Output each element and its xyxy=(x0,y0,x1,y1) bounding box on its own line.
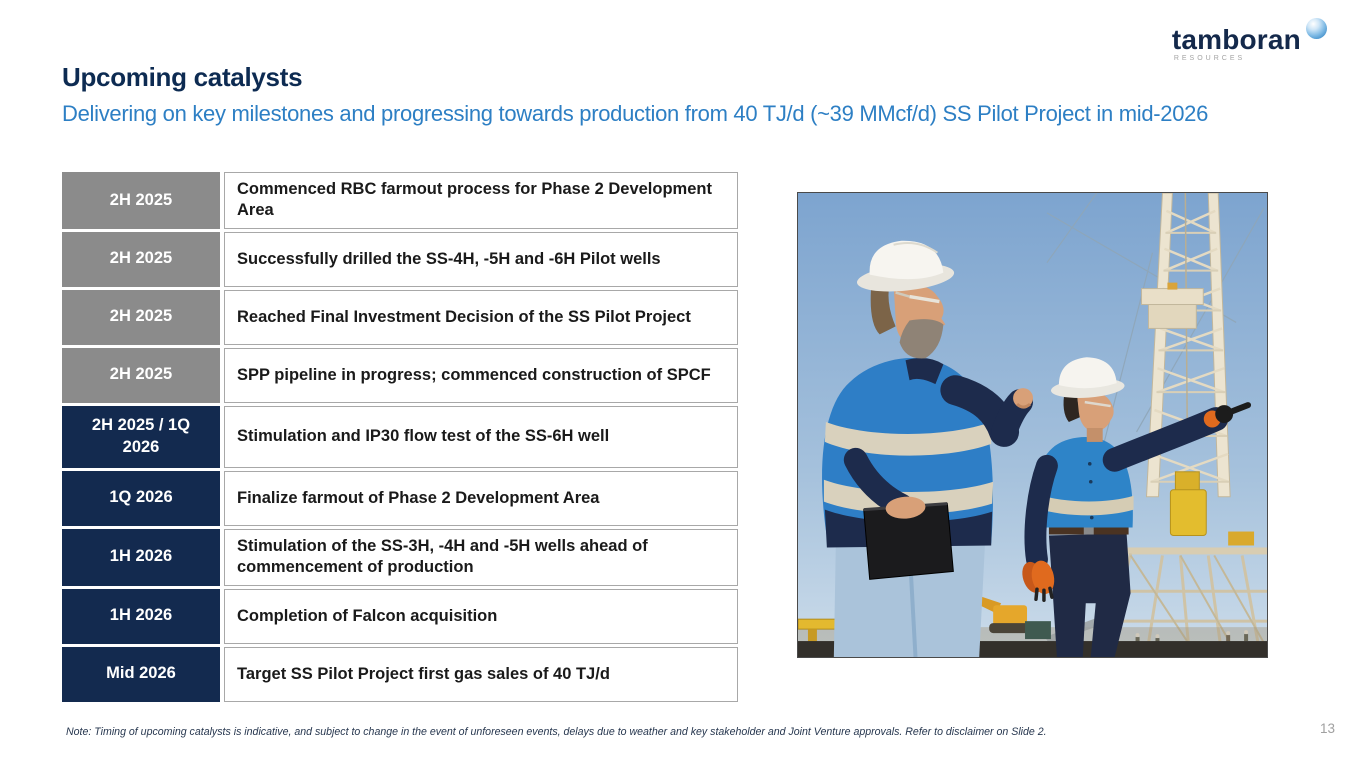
logo-subbrand: RESOURCES xyxy=(1173,55,1246,62)
period-cell: 2H 2025 / 1Q 2026 xyxy=(62,406,220,468)
table-row xyxy=(62,471,738,526)
table-row xyxy=(62,529,738,586)
milestone-cell: Finalize farmout of Phase 2 Development Area xyxy=(224,471,738,526)
site-photo xyxy=(797,192,1268,658)
table-row xyxy=(62,406,738,468)
table-row xyxy=(62,232,738,287)
table-row xyxy=(62,589,738,644)
page-title: Upcoming catalysts xyxy=(62,62,303,92)
milestone-cell: Reached Final Investment Decision of the SS Pilot Project xyxy=(224,290,738,345)
page-subtitle: Delivering on key milestones and progressing towards production from 40 TJ/d (~39 MMcf/d) SS Pilot Project in mid-2026 xyxy=(62,101,1209,126)
period-cell: 2H 2025 xyxy=(62,172,220,229)
milestone-cell: Completion of Falcon acquisition xyxy=(224,589,738,644)
page-number: 13 xyxy=(1319,721,1335,736)
period-cell: 2H 2025 xyxy=(62,232,220,287)
milestone-cell: Stimulation of the SS-3H, -4H and -5H wells ahead of commencement of production xyxy=(224,529,738,586)
footnote: Note: Timing of upcoming catalysts is indicative, and subject to change in the event of unforeseen events, delays due to weather and key stakeholder and Joint Venture approvals. Refer to disclaimer on Slide 2. xyxy=(66,726,1047,738)
milestone-cell: SPP pipeline in progress; commenced construction of SPCF xyxy=(224,348,738,403)
catalysts-table xyxy=(62,172,738,702)
table-row xyxy=(62,348,738,403)
period-cell: 1Q 2026 xyxy=(62,471,220,526)
table-row xyxy=(62,172,738,229)
period-cell: 2H 2025 xyxy=(62,348,220,403)
milestone-cell: Commenced RBC farmout process for Phase 2 Development Area xyxy=(224,172,738,229)
period-cell: 1H 2026 xyxy=(62,589,220,644)
milestone-cell: Target SS Pilot Project first gas sales of 40 TJ/d xyxy=(224,647,738,702)
milestone-cell: Successfully drilled the SS-4H, -5H and -6H Pilot wells xyxy=(224,232,738,287)
period-cell: 1H 2026 xyxy=(62,529,220,586)
milestone-cell: Stimulation and IP30 flow test of the SS-6H well xyxy=(224,406,738,468)
period-cell: Mid 2026 xyxy=(62,647,220,702)
period-cell: 2H 2025 xyxy=(62,290,220,345)
logo-sphere-icon xyxy=(1306,18,1327,39)
table-row xyxy=(62,290,738,345)
table-row xyxy=(62,647,738,702)
logo-wordmark: tamboran xyxy=(1171,24,1301,55)
tamboran-logo xyxy=(1172,26,1327,62)
